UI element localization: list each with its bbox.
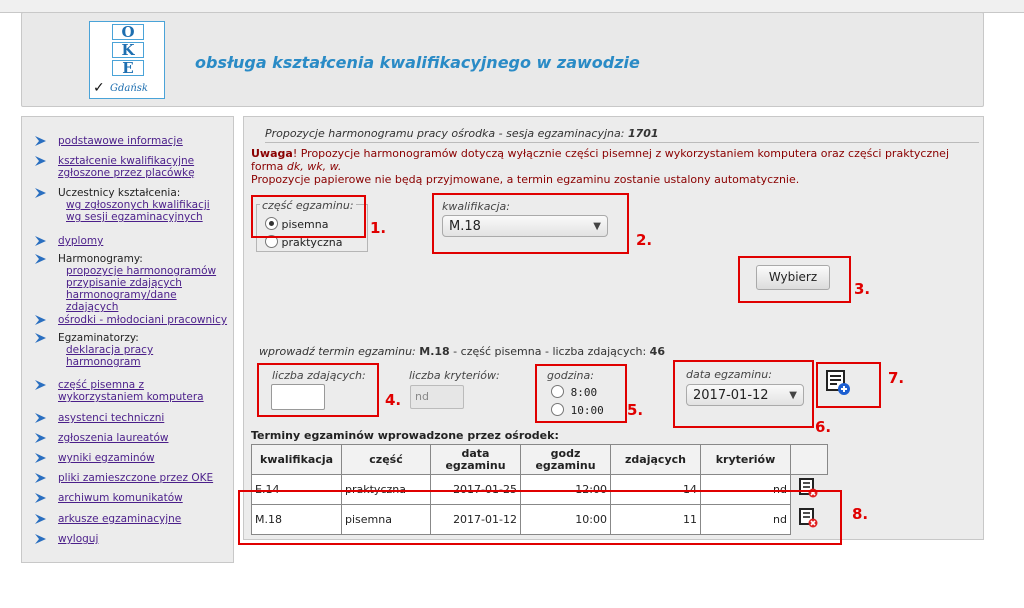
sidebar-item-7[interactable] <box>34 379 230 403</box>
column-header: zdających <box>611 445 701 475</box>
sidebar-item-label[interactable]: kształcenie kwalifikacyjne zgłoszone przez placówkę <box>58 155 195 179</box>
logo-letter-k: K <box>112 42 144 58</box>
sidebar-item-label[interactable]: ośrodki - młodociani pracownicy <box>58 314 228 326</box>
sidebar-item-label[interactable]: dyplomy <box>58 235 104 247</box>
hour-legend: godzina: <box>547 369 594 382</box>
radio-praktyczna-label: praktyczna <box>281 236 343 249</box>
site-title: obsługa kształcenia kwalifikacyjnego w zawodzie <box>195 53 640 72</box>
annotation-box-5 <box>535 364 627 423</box>
column-header: kryteriów <box>701 445 791 475</box>
annotation-6: 6. <box>815 418 832 436</box>
entry-mid: - część pisemna - liczba zdających: <box>449 345 650 358</box>
warning-line-2: forma <box>251 160 287 173</box>
select-button[interactable]: Wybierz <box>756 265 830 290</box>
sidebar-subitem <box>34 356 230 368</box>
sidebar-sublink[interactable]: wg sesji egzaminacyjnych <box>66 211 203 223</box>
entry-line <box>259 345 665 358</box>
sidebar-item-label[interactable]: arkusze egzaminacyjne <box>58 513 182 525</box>
annotation-1: 1. <box>370 219 387 237</box>
table-cell: nd <box>701 505 791 535</box>
table-cell: 2017-01-12 <box>431 505 521 535</box>
column-header: godz egzaminu <box>521 445 611 475</box>
sidebar-subitem <box>34 289 230 313</box>
table-header-row <box>252 445 828 475</box>
sidebar-item-2 <box>34 187 230 223</box>
table-cell: pisemna <box>342 505 431 535</box>
warning-line-3: Propozycje papierowe nie będą przyjmowane, a termin egzaminu zostanie ustalony automatycznie. <box>251 173 800 186</box>
arrow-bullet-icon <box>34 332 48 344</box>
column-header: data egzaminu <box>431 445 521 475</box>
sidebar-subitem <box>34 265 230 277</box>
sidebar-item-label[interactable]: podstawowe informacje <box>58 135 183 147</box>
qualification-value: M.18 <box>449 219 481 234</box>
actions-header <box>791 445 828 475</box>
arrow-bullet-icon <box>34 155 48 167</box>
sidebar-item-label: Uczestnicy kształcenia: <box>58 187 181 199</box>
sidebar-item-3[interactable] <box>34 235 230 247</box>
annotation-box-8 <box>238 490 842 545</box>
divider <box>265 142 979 143</box>
warning-bold: Uwaga <box>251 147 293 160</box>
session-number: 1701 <box>627 127 659 140</box>
column-header: część <box>342 445 431 475</box>
sidebar-item-label[interactable]: asystenci techniczni <box>58 412 165 424</box>
table-cell: nd <box>701 475 791 505</box>
sidebar-item-13[interactable] <box>34 513 230 525</box>
checkmark-icon: ✓ <box>93 80 105 96</box>
sidebar-item-5[interactable] <box>34 314 230 326</box>
entry-count: 46 <box>649 345 665 358</box>
arrow-bullet-icon <box>34 513 48 525</box>
entry-qualification: M.18 <box>419 345 450 358</box>
annotation-box-7 <box>816 362 881 408</box>
logo-letter-e: E <box>112 60 144 76</box>
qual-legend: kwalifikacja: <box>442 200 510 213</box>
annotation-8: 8. <box>852 505 869 523</box>
sidebar-item-8[interactable] <box>34 412 230 424</box>
arrow-bullet-icon <box>34 492 48 504</box>
table-cell: M.18 <box>252 505 342 535</box>
annotation-box-3 <box>738 256 851 303</box>
arrow-bullet-icon <box>34 533 48 545</box>
annotation-box-1 <box>251 195 366 238</box>
date-legend: data egzaminu: <box>686 368 772 381</box>
logo-letter-o: O <box>112 24 144 40</box>
radio-pisemna-label: pisemna <box>281 218 329 231</box>
sidebar-item-label[interactable]: archiwum komunikatów <box>58 492 183 504</box>
sidebar-item-9[interactable] <box>34 432 230 444</box>
annotation-box-4 <box>257 363 379 417</box>
column-header: kwalifikacja <box>252 445 342 475</box>
part-legend: część egzaminu: <box>262 199 354 212</box>
table-cell: 11 <box>611 505 701 535</box>
sidebar-subitem <box>34 277 230 289</box>
main-panel <box>243 116 984 540</box>
sidebar-item-10[interactable] <box>34 452 230 464</box>
sidebar-item-label: Harmonogramy: <box>58 253 143 265</box>
sidebar-subitem <box>34 199 230 211</box>
page-title <box>265 127 659 140</box>
arrow-bullet-icon <box>34 412 48 424</box>
arrow-bullet-icon <box>34 472 48 484</box>
sidebar-sublink[interactable]: harmonogramy/dane zdających <box>66 289 177 313</box>
oke-logo <box>89 21 165 99</box>
sidebar-item-label: Egzaminatorzy: <box>58 332 139 344</box>
sidebar-subitem <box>34 211 230 223</box>
table-cell: 10:00 <box>521 505 611 535</box>
sidebar-item-label[interactable]: wyloguj <box>58 533 99 545</box>
table-cell: 12:00 <box>521 475 611 505</box>
sidebar-item-label[interactable]: zgłoszenia laureatów <box>58 432 169 444</box>
table-cell: praktyczna <box>342 475 431 505</box>
warning-forms: dk, wk, w. <box>286 160 342 173</box>
annotation-2: 2. <box>636 231 653 249</box>
sidebar-item-label[interactable]: pliki zamieszczone przez OKE <box>58 472 214 484</box>
sidebar-item-label[interactable]: wyniki egzaminów <box>58 452 155 464</box>
count-legend: liczba zdających: <box>272 369 366 382</box>
warning-line-1: ! Propozycje harmonogramów dotyczą wyłącznie części pisemnej z wykorzystaniem komputera oraz części praktycznej <box>292 147 950 160</box>
criteria-label: liczba kryteriów: <box>409 369 500 382</box>
arrow-bullet-icon <box>34 135 48 147</box>
table-cell: E.14 <box>252 475 342 505</box>
sidebar-sublink[interactable]: propozycje harmonogramów <box>66 265 217 277</box>
sidebar-item-14[interactable] <box>34 533 230 545</box>
annotation-5: 5. <box>627 401 644 419</box>
arrow-bullet-icon <box>34 314 48 326</box>
warning-text <box>251 147 979 186</box>
table-cell: 2017-01-25 <box>431 475 521 505</box>
sidebar-item-6 <box>34 332 230 368</box>
arrow-bullet-icon <box>34 187 48 199</box>
annotation-4: 4. <box>385 391 402 409</box>
sidebar-item-4 <box>34 253 230 313</box>
sidebar-sublink[interactable]: przypisanie zdających <box>66 277 182 289</box>
annotation-box-6 <box>673 360 814 428</box>
sidebar-sublink[interactable]: wg zgłoszonych kwalifikacji <box>66 199 210 211</box>
chevron-down-icon: ▼ <box>789 390 797 401</box>
arrow-bullet-icon <box>34 432 48 444</box>
annotation-box-2 <box>432 193 629 254</box>
page-title-text: Propozycje harmonogramu pracy ośrodka - sesja egzaminacyjna: <box>265 127 625 140</box>
table-cell: 14 <box>611 475 701 505</box>
date-value: 2017-01-12 <box>693 388 769 403</box>
annotation-3: 3. <box>854 280 871 298</box>
logo-city: Gdańsk <box>110 83 148 94</box>
radio-hour-10-label: 10:00 <box>570 404 604 417</box>
sidebar-item-11[interactable] <box>34 472 230 484</box>
arrow-bullet-icon <box>34 235 48 247</box>
criteria-input: nd <box>410 385 464 409</box>
arrow-bullet-icon <box>34 452 48 464</box>
arrow-bullet-icon <box>34 379 48 391</box>
page-header <box>21 12 984 107</box>
sidebar-item-12[interactable] <box>34 492 230 504</box>
entry-label: wprowadź termin egzaminu: <box>259 345 416 358</box>
annotation-7: 7. <box>888 369 905 387</box>
sidebar-nav <box>21 116 234 563</box>
sidebar-item-0[interactable] <box>34 135 230 147</box>
chevron-down-icon: ▼ <box>593 221 601 232</box>
arrow-bullet-icon <box>34 253 48 265</box>
sidebar-item-label[interactable]: część pisemna z wykorzystaniem komputera <box>58 379 204 403</box>
sidebar-sublink[interactable]: harmonogram <box>66 356 141 368</box>
table-title: Terminy egzaminów wprowadzone przez ośrodek: <box>251 429 559 442</box>
radio-hour-8-label: 8:00 <box>570 386 598 399</box>
sidebar-sublink[interactable]: deklaracja pracy <box>66 344 154 356</box>
sidebar-subitem <box>34 344 230 356</box>
sidebar-item-1[interactable] <box>34 155 230 179</box>
